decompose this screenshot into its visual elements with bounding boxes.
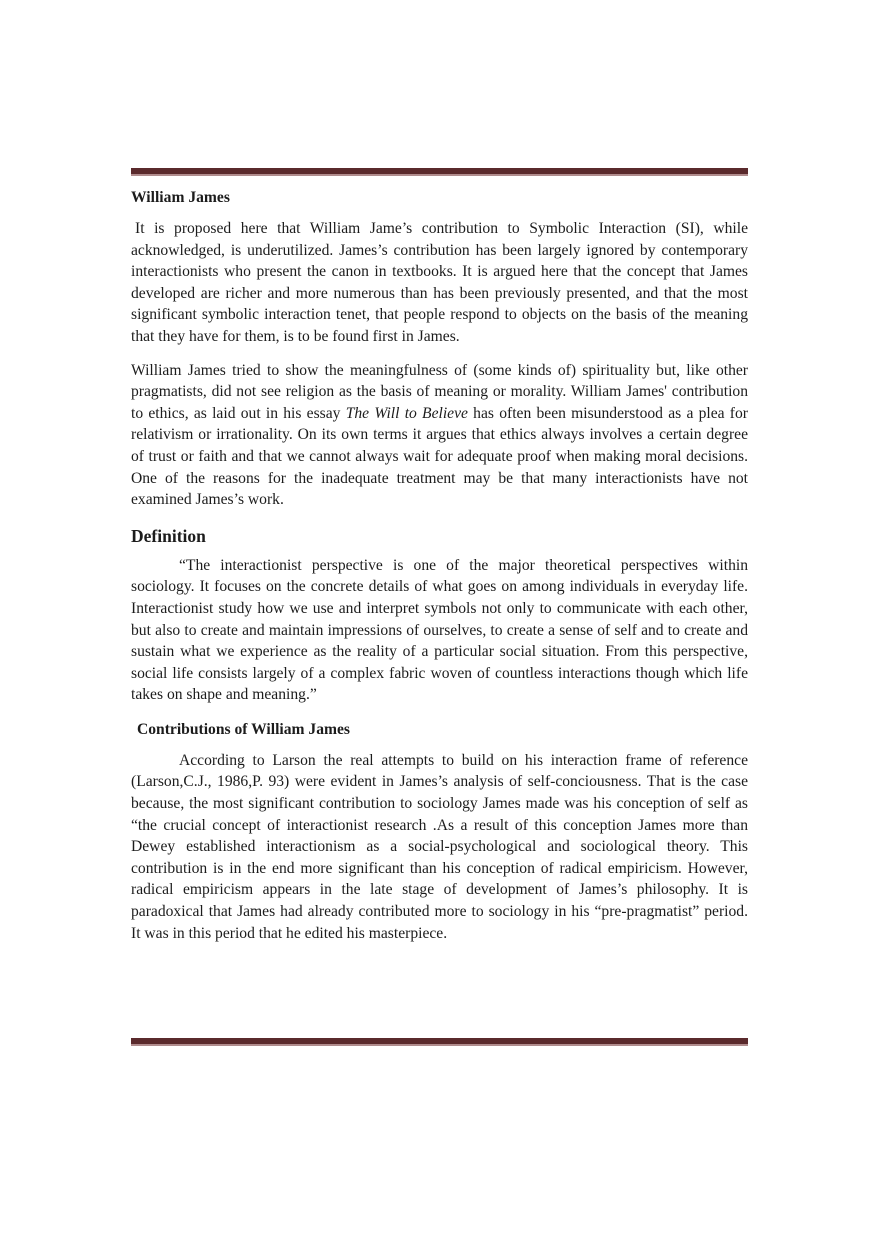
footer-rule bbox=[131, 1038, 748, 1044]
section-heading-contributions: Contributions of William James bbox=[137, 720, 350, 738]
paragraph-william-james-1: It is proposed here that William Jame’s contribution to Symbolic Interaction (SI), while acknowledged, is underutilized. James’s contribution has been largely ignored by contemporary interactionists who present the canon in textbooks. It is argued here that the concept that James developed are richer and more numerous than has been previously presented, and that the most significant symbolic interaction tenet, that people respond to objects on the basis of the meaning that they have for them, is to be found first in James. bbox=[131, 220, 748, 345]
paragraph-william-james-2 bbox=[131, 360, 748, 511]
paragraph-definition: “The interactionist perspective is one of the major theoretical perspectives within sociology. It focuses on the concrete details of what goes on among individuals in everyday life. Interactionist study how we use and interpret symbols not only to communicate with each other, but also to create and maintain impressions of ourselves, to create a sense of self and to create and sustain what we experience as the reality of a particular social situation. From this perspective, social life consists largely of a complex fabric woven of countless interactions though which life takes on shape and meaning.” bbox=[131, 556, 748, 704]
essay-title: The Will to Believe bbox=[345, 404, 468, 422]
section-heading-definition: Definition bbox=[131, 525, 206, 546]
page-body bbox=[131, 186, 748, 956]
section-heading-william-james: William James bbox=[131, 189, 230, 206]
header-rule bbox=[131, 168, 748, 174]
paragraph-text: has often been misunderstood as a plea for relativism or irrationality. On its own terms it argues that ethics always involves a certain degree of trust or faith and that we cannot always wait for adequate proof when making moral decisions. One of the reasons for the inadequate treatment may be that many interactionists have not examined James’s work. bbox=[131, 404, 748, 509]
paragraph-contributions: According to Larson the real attempts to build on his interaction frame of reference (Larson,C.J., 1986,P. 93) were evident in James’s analysis of self-conciousness. That is the case because, the most significant contribution to sociology James made was his conception of self as “the crucial concept of interactionist research .As a result of this conception James more than Dewey established interactionism as a social-psychological and sociological theory. This contribution is in the end more significant than his conception of radical empiricism. However, radical empiricism appears in the late stage of development of James’s philosophy. It is paradoxical that James had already contributed more to sociology in his “pre-pragmatist” period. It was in this period that he edited his masterpiece. bbox=[131, 751, 748, 942]
paragraph-text: William James tried to show the meaningfulness of (some kinds of) spirituality but, like other pragmatists, did not see religion as the basis of meaning or morality. William James' contribution to ethics, as laid out in his essay bbox=[131, 361, 748, 422]
